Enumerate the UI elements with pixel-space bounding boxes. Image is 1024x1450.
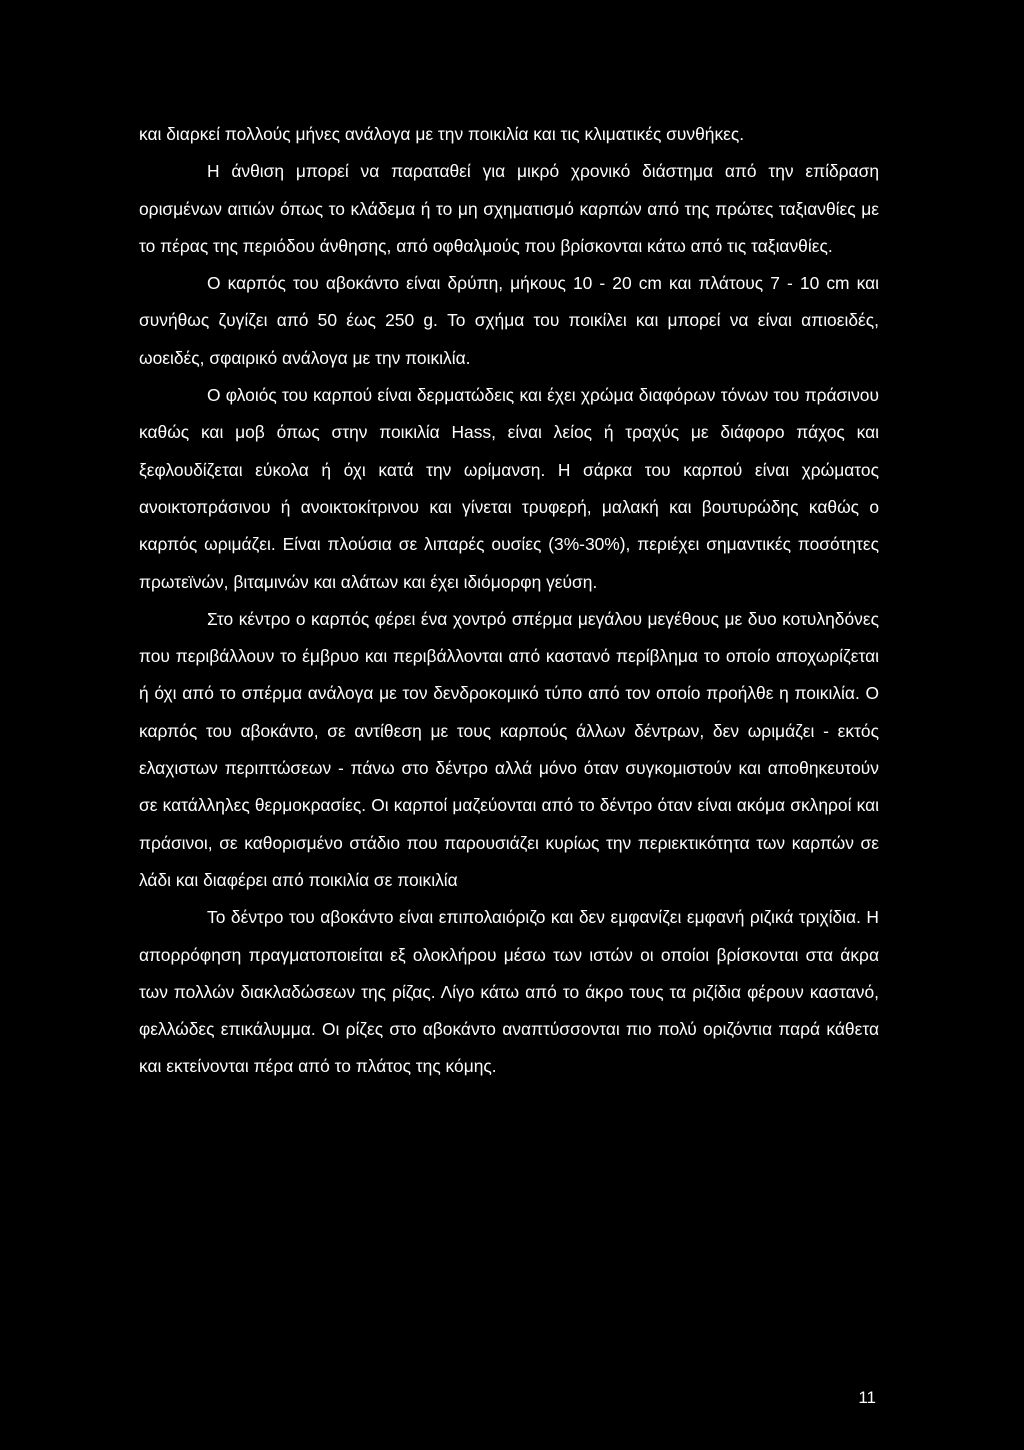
page-number: 11: [858, 1388, 876, 1407]
paragraph-1: και διαρκεί πολλούς μήνες ανάλογα με την ποικιλία και τις κλιματικές συνθήκες.: [139, 124, 745, 144]
paragraph-4: Ο φλοιός του καρπού είναι δερματώδεις και έχει χρώμα διαφόρων τόνων του πράσινου καθώς και μοβ όπως στην ποικιλία Hass, είναι λείος ή τραχύς με διάφορο πάχος και ξεφλουδίζεται εύκολα ή όχι κατά την ωρίμανση. Η σάρκα του καρπού είναι χρώματος ανοικτοπράσινου ή ανοικτοκίτρινου και γίνεται τρυφερή, μαλακή και βουτυρώδης καθώς ο καρπός ωριμάζει. Είναι πλούσια σε λιπαρές ουσίες (3%-30%), περιέχει σημαντικές ποσότητες πρωτεϊνών, βιταμινών και αλάτων και έχει ιδιόμορφη γεύση.: [139, 385, 879, 592]
paragraph-6: Το δέντρο του αβοκάντο είναι επιπολαιόριζο και δεν εμφανίζει εμφανή ριζικά τριχίδια. Η απορρόφηση πραγματοποιείται εξ ολοκλήρου μέσω των ιστών οι οποίοι βρίσκονται στα άκρα των πολλών διακλαδώσεων της ρίζας. Λίγο κάτω από το άκρο τους τα ριζίδια φέρουν καστανό, φελλώδες επικάλυμμα. Οι ρίζες στο αβοκάντο αναπτύσσονται πιο πολύ οριζόντια παρά κάθετα και εκτείνονται πέρα από το πλάτος της κόμης.: [139, 907, 879, 1077]
paragraph-5: Στο κέντρο ο καρπός φέρει ένα χοντρό σπέρμα μεγάλου μεγέθους με δυο κοτυληδόνες που περιβάλλουν το έμβρυο και περιβάλλονται από καστανό περίβλημα το οποίο αποχωρίζεται ή όχι από το σπέρμα ανάλογα με τον δενδροκομικό τύπο από τον οποίο προήλθε η ποικιλία. Ο καρπός του αβοκάντο, σε αντίθεση με τους καρπούς άλλων δέντρων, δεν ωριμάζει - εκτός ελαχιστων περιπτώσεων - πάνω στο δέντρο αλλά μόνο όταν συγκομιστούν και αποθηκευτούν σε κατάλληλες θερμοκρασίες. Οι καρποί μαζεύονται από το δέντρο όταν είναι ακόμα σκληροί και πράσινοι, σε καθορισμένο στάδιο που παρουσιάζει κυρίως την περιεκτικότητα των καρπών σε λάδι και διαφέρει από ποικιλία σε ποικιλία: [139, 608, 879, 890]
document-body: [139, 116, 879, 1086]
paragraph-3: Ο καρπός του αβοκάντο είναι δρύπη, μήκους 10 - 20 cm και πλάτους 7 - 10 cm και συνήθως ζυγίζει από 50 έως 250 g. Το σχήμα του ποικίλει και μπορεί να είναι απιοειδές, ωοειδές, σφαιρικό ανάλογα με την ποικιλία.: [139, 273, 879, 368]
paragraph-2: Η άνθιση μπορεί να παραταθεί για μικρό χρονικό διάστημα από την επίδραση ορισμένων αιτιών όπως το κλάδεμα ή το μη σχηματισμό καρπών από της πρώτες ταξιανθίες με το πέρας της περιόδου άνθησης, από οφθαλμούς που βρίσκονται κάτω από τις ταξιανθίες.: [139, 161, 879, 256]
